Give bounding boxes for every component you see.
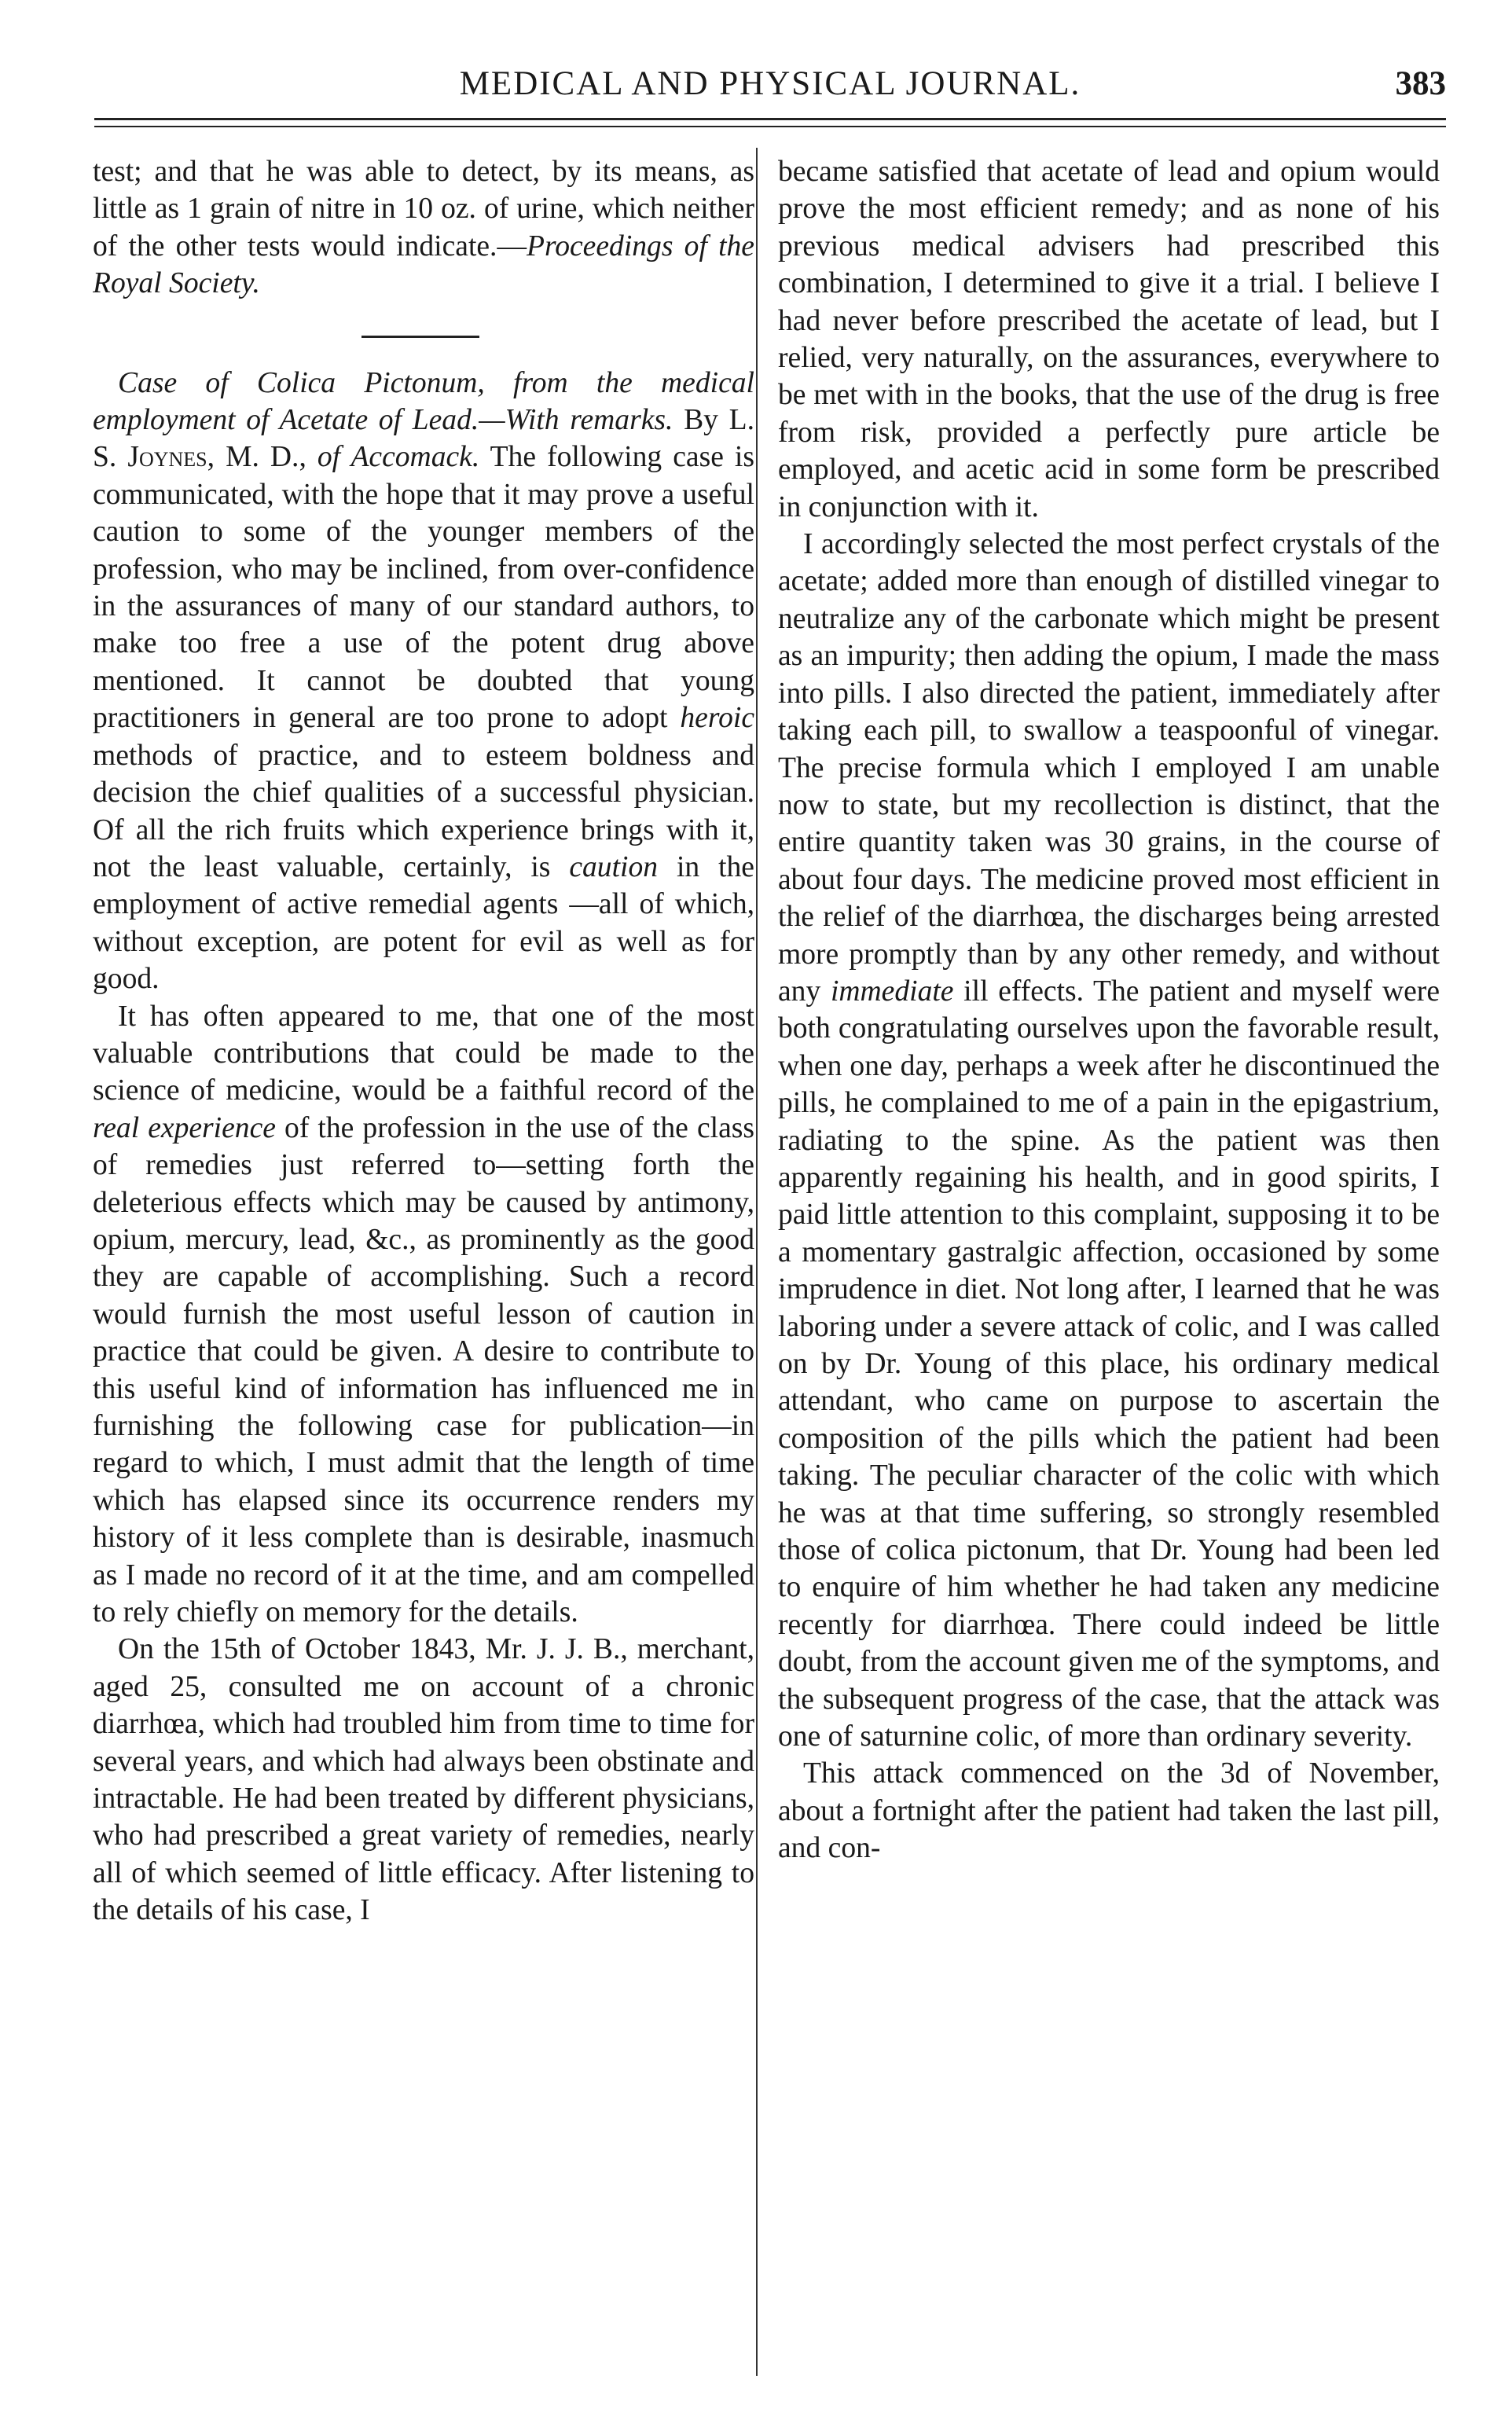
experience-text-a: It has often appeared to me, that one of the most valuable contributions that could be made to the science of medicine, would be a faithful record of the [93,1000,754,1107]
left-column [93,153,754,2392]
author-place: of Accomack. [317,441,480,474]
paragraph-treatment-course [778,526,1440,1755]
emphasis-immediate: immediate [830,975,954,1008]
header-rule-bottom [94,126,1446,127]
section-separator [361,336,479,338]
emphasis-real-experience: real experience [93,1111,276,1144]
author-name: Joynes [127,441,207,474]
journal-title: MEDICAL AND PHYSICAL JOURNAL. [459,65,1081,102]
intro-text-mid: methods of practice, and to esteem boldness and decision the chief qualities of a successful physician. Of all the rich fruits which experience brings with it, not the least valuable, certainly, is [93,739,754,883]
column-divider [756,148,758,2376]
emphasis-caution: caution [569,850,659,883]
author-degree: , M. D., [207,441,317,474]
paragraph-nitre-test [93,153,754,303]
experience-text-b: of the profession in the use of the class of remedies just referred to—setting forth the deleterious effects which may be caused by antimony, opium, mercury, lead, &c., as prominently as the good they are capable of accomplishing. Such a record would furnish the most useful lesson of caution in practice that could be given. A desire to contribute to this useful kind of information has influenced me in furnishing the following case for publication—in regard to which, I must admit that the length of time which has elapsed since its occurrence renders my history of it less complete than is desirable, inasmuch as I made no record of it at the time, and am compelled to rely chiefly on memory for the details. [93,1111,754,1629]
intro-text-end: in the employment of active remedial agents —all of which, without exception, are potent for evil as well as for good. [93,850,754,996]
paragraph-record-experience [93,998,754,1632]
treatment-text-b: ill effects. The patient and myself were both congratulating ourselves upon the favorable result, when one day, perhaps a week after he discontinued the pills, he complained to me of a pain in the epigastrium, radiating to the spine. As the patient was then apparently regaining his health, and in good spirits, I paid little attention to this complaint, supposing it to be a momentary gastralgic affection, occasioned by some imprudence in diet. Not long after, I learned that he was laboring under a severe attack of colic, and I was called on by Dr. Young of this place, his ordinary medical attendant, who came on purpose to ascertain the composition of the pills which the patient had been taking. The peculiar character of the colic with which he was at that time suffering, so strongly resembled those of colica pictonum, that Dr. Young had been led to enquire of him whether he had taken any medicine recently for diarrhœa. There could indeed be little doubt, from the account given me of the symptoms, and the subsequent progress of the case, that the attack was one of saturnine colic, of more than ordinary severity. [778,975,1440,1753]
emphasis-heroic: heroic [680,702,754,735]
treatment-text-a: I accordingly selected the most perfect crystals of the acetate; added more than enough of distilled vinegar to neutralize any of the carbonate which might be present as an impurity; then adding the opium, I made the mass into pills. I also directed the patient, immediately after taking each pill, to swallow a teaspoonful of vinegar. The precise formula which I employed I am unable now to state, but my recollection is distinct, that the entire quantity taken was 30 grains, in the course of about four days. The medicine proved most efficient in the relief of the diarrhœa, the discharges being arrested more promptly than by any other remedy, and without any [778,528,1440,1008]
article-title: Case of Colica Pictonum, from the medical employment of Acetate of Lead.—With remarks. [93,366,754,437]
paragraph-treatment-choice: became satisfied that acetate of lead and opium would prove the most efficient remedy; and as none of his previous medical advisers had prescribed this combination, I determined to give it a trial. I believe I had never before prescribed the acetate of lead, but I relied, very naturally, on the assurances, everywhere to be met with in the books, that the use of the drug is free from risk, provided a perfectly pure article be employed, and acetic acid in some form be prescribed in conjunction with it. [778,156,1440,523]
header-rule-top [94,118,1446,120]
paragraph-case-intro [93,365,754,998]
source-citation: Proceedings of the Royal Society. [93,229,754,300]
paragraph-case-history: On the 15th of October 1843, Mr. J. J. B., merchant, aged 25, consulted me on account of a chronic diarrhœa, which had troubled him from time to time for several years, and which had always been obstinate and intractable. He had been treated by different physicians, who had prescribed a great variety of remedies, nearly all of which seemed of little efficacy. After listening to the details of his case, I [93,1633,754,1927]
right-column [778,153,1440,2392]
page-number: 383 [1395,65,1446,102]
byline-by: By L. S. [93,404,754,474]
paragraph-attack-onset: This attack commenced on the 3d of November, about a fortnight after the patient had taken the last pill, and con- [778,1757,1440,1865]
intro-text: The following case is communicated, with the hope that it may prove a useful caution to some of the younger members of the profession, who may be inclined, from over-confidence in the assurances of many of our standard authors, to make too free a use of the potent drug above mentioned. It cannot be doubted that young practitioners in general are too prone to adopt [93,441,754,735]
running-head [94,64,1446,112]
nitre-test-text: test; and that he was able to detect, by its means, as little as 1 grain of nitre in 10 oz. of urine, which neither of the other tests would indicate.— [93,156,754,262]
